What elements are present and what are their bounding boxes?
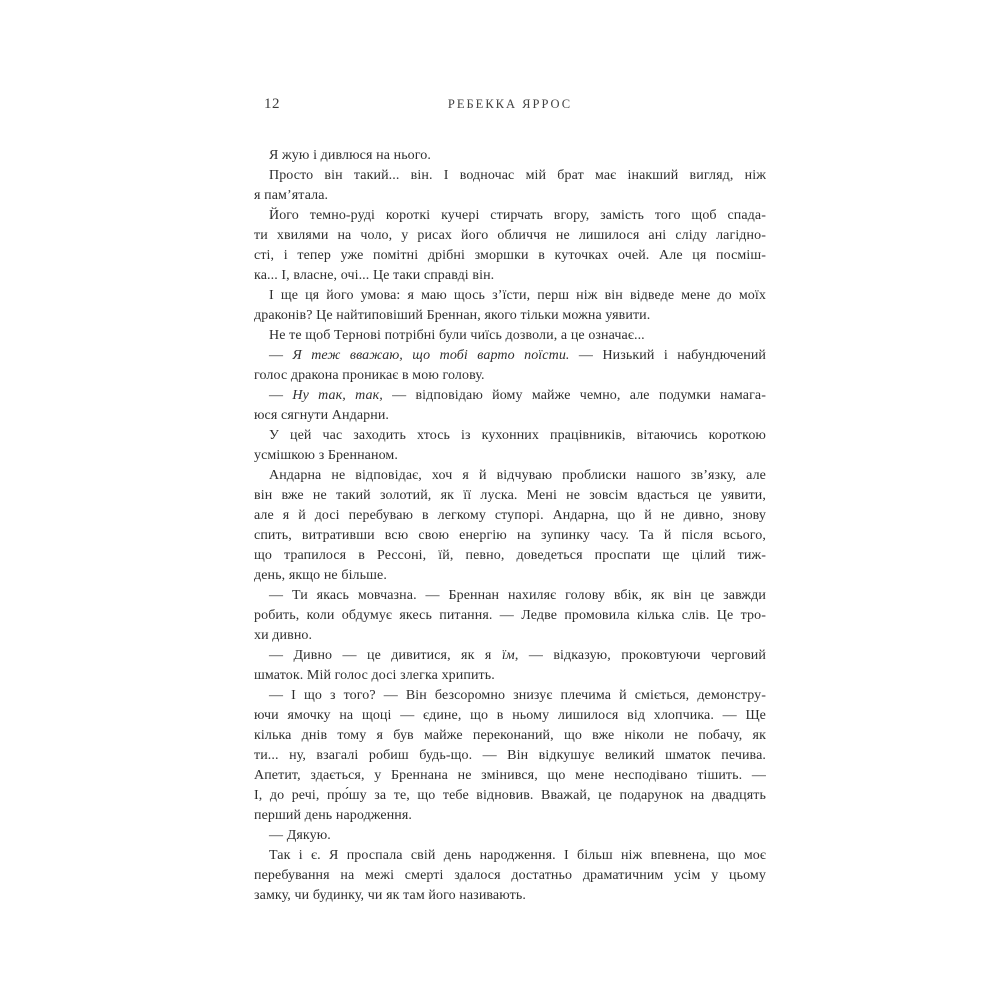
text-line [254, 746, 766, 766]
text-line [254, 206, 766, 226]
text-segment: — Дякую. [269, 828, 331, 843]
text-line [254, 326, 766, 346]
text-segment: юся сягнути Андарни. [254, 408, 390, 423]
text-segment: Андарна не відповідає, хоч я й відчуваю проблиски нашого зв’язку, але [269, 468, 766, 483]
text-segment: сті, і тепер уже помітні дрібні зморшки в куточках очей. Але ця посміш- [254, 248, 766, 263]
text-segment: драконів? Це найтиповіший Бреннан, якого тільки можна уявити. [254, 308, 651, 323]
text-segment: І ще ця його умова: я маю щось з’їсти, перш ніж він відведе мене до моїх [269, 288, 766, 303]
italic-text-segment: їм [501, 648, 515, 663]
text-line [254, 466, 766, 486]
text-line [254, 506, 766, 526]
text-line [254, 246, 766, 266]
text-segment: він вже не такий золотий, як її луска. Мені не зовсім вдасться це уявити, [254, 488, 766, 503]
text-line [254, 306, 766, 326]
text-segment: але я й досі перебуваю в легкому ступорі. Андарна, що й не дивно, знову [254, 508, 766, 523]
text-line [254, 766, 766, 786]
text-line [254, 346, 766, 366]
text-line [254, 186, 766, 206]
text-segment: — [269, 388, 293, 403]
text-line [254, 386, 766, 406]
text-block [254, 96, 766, 906]
text-segment: — Ти якась мовчазна. — Бреннан нахиляє голову вбік, як він це завжди [269, 588, 766, 603]
text-segment: ючи ямочку на щоці — єдине, що в ньому лишилося від хлопчика. — Ще [254, 708, 766, 723]
text-segment: що трапилося в Рессоні, їй, певно, доведеться проспати ще цілий тиж- [254, 548, 766, 563]
text-line [254, 666, 766, 686]
text-segment: — [269, 348, 293, 363]
text-segment: Апетит, здається, у Бреннана не змінився, що мене несподівано тішить. — [254, 768, 766, 783]
text-segment: І, до речі, про́шу за те, що тебе відновив. Вважай, це подарунок на двадцять [254, 788, 766, 803]
text-segment: Так і є. Я проспала свій день народження. І більш ніж впевнена, що моє [269, 848, 766, 863]
text-segment: усмішкою з Бреннаном. [254, 448, 398, 463]
text-line [254, 406, 766, 426]
text-line [254, 566, 766, 586]
text-segment: Просто він такий... він. І водночас мій брат має інакший вигляд, ніж [269, 168, 766, 183]
text-segment: замку, чи будинку, чи як там його називають. [254, 888, 526, 903]
text-segment: ти хвилями на чоло, у рисах його обличчя не лишилося ані сліду лагідно- [254, 228, 766, 243]
italic-text-segment: Ну так, так, [292, 388, 383, 403]
italic-text-segment: Я теж вважаю, що тобі варто поїсти. [292, 348, 570, 363]
text-line [254, 486, 766, 506]
text-segment: — Дивно — це дивитися, як я [269, 648, 502, 663]
text-segment: голос дракона проникає в мою голову. [254, 368, 485, 383]
text-segment: У цей час заходить хтось із кухонних працівників, вітаючись короткою [269, 428, 766, 443]
text-line [254, 786, 766, 806]
text-segment: , — відказую, проковтуючи черговий [514, 648, 766, 663]
text-segment: день, якщо не більше. [254, 568, 387, 583]
text-segment: спить, витративши всю свою енергію на зупинку часу. Та й після всього, [254, 528, 766, 543]
text-line [254, 846, 766, 866]
text-segment: перший день народження. [254, 808, 413, 823]
text-line [254, 606, 766, 626]
text-segment: перебування на межі смерті здалося достатньо драматичним усім у цьому [254, 868, 766, 883]
text-line [254, 646, 766, 666]
text-segment: робить, коли обдумує якесь питання. — Ледве промовила кілька слів. Це тро- [254, 608, 766, 623]
page-header [254, 96, 766, 112]
running-title: РЕБЕККА ЯРРОС [447, 97, 573, 111]
text-line [254, 286, 766, 306]
text-segment: ти... ну, взагалі робиш будь-що. — Він відкушує великий шматок печива. [254, 748, 766, 763]
text-line [254, 366, 766, 386]
text-line [254, 726, 766, 746]
text-line [254, 806, 766, 826]
text-segment: — І що з того? — Він безсоромно знизує плечима й сміється, демонстру- [269, 688, 766, 703]
text-line [254, 886, 766, 906]
text-segment: шматок. Мій голос досі злегка хрипить. [254, 668, 495, 683]
text-segment: я пам’ятала. [254, 188, 329, 203]
text-segment: ка... І, власне, очі... Це таки справді він. [254, 268, 495, 283]
text-segment: Його темно-руді короткі кучері стирчать вгору, замість того щоб спада- [269, 208, 766, 223]
text-segment: — Низький і набундючений [569, 348, 767, 363]
text-segment: Я жую і дивлюся на нього. [269, 148, 431, 163]
text-segment: кілька днів тому я був майже переконаний, що вже ніколи не побачу, як [254, 728, 766, 743]
text-line [254, 826, 766, 846]
text-line [254, 546, 766, 566]
text-line [254, 586, 766, 606]
text-line [254, 446, 766, 466]
text-line [254, 626, 766, 646]
body-lines [254, 146, 766, 906]
text-line [254, 226, 766, 246]
page-number: 12 [264, 96, 280, 112]
text-line [254, 166, 766, 186]
text-segment: хи дивно. [254, 628, 313, 643]
text-line [254, 266, 766, 286]
text-line [254, 686, 766, 706]
text-line [254, 866, 766, 886]
text-line [254, 526, 766, 546]
text-line [254, 426, 766, 446]
text-line [254, 146, 766, 166]
text-segment: — відповідаю йому майже чемно, але подумки намага- [382, 388, 766, 403]
text-segment: Не те щоб Тернові потрібні були чиїсь дозволи, а це означає... [269, 328, 645, 343]
text-line [254, 706, 766, 726]
